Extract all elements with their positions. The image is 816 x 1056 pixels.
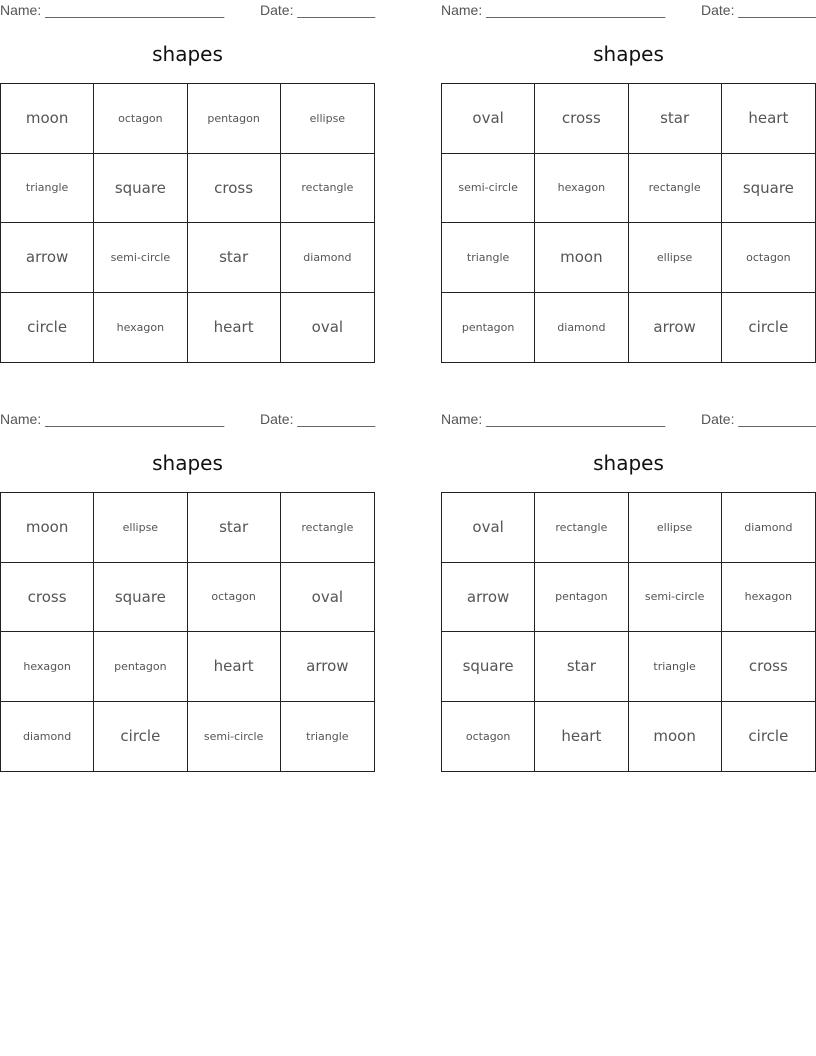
bingo-cell: triangle [442,223,535,293]
bingo-cell: hexagon [535,154,628,224]
bingo-cell: cross [535,84,628,154]
bingo-cell: pentagon [188,84,281,154]
bingo-cell: moon [1,84,94,154]
bingo-cell: triangle [306,729,349,743]
bingo-cell: star [188,223,281,293]
bingo-cell: oval [442,493,535,563]
bingo-cell: arrow [442,563,535,633]
bingo-card-2 [441,0,816,337]
bingo-cell: square [442,632,535,702]
bingo-grid [0,83,375,363]
bingo-cell: circle [748,727,789,746]
bingo-cell: octagon [188,563,281,633]
bingo-cell: triangle [629,632,722,702]
bingo-grid [0,492,375,772]
bingo-cell: ellipse [94,493,187,563]
bingo-cell: moon [535,223,628,293]
bingo-cell: heart [188,293,281,363]
bingo-cell: semi-circle [442,154,535,224]
bingo-cell: star [629,84,722,154]
bingo-cell: arrow [281,632,374,702]
bingo-cell: diamond [281,223,374,293]
bingo-card-1 [0,0,376,337]
bingo-cell: oval [311,318,344,337]
bingo-cell: oval [442,84,535,154]
bingo-cell: ellipse [629,223,722,293]
bingo-grid [441,83,816,363]
bingo-cell: circle [1,293,94,363]
card-header [441,0,816,22]
bingo-card-3 [0,409,376,746]
date-field-label: Date: __________ [260,2,376,18]
name-field-label: Name: _______________________ [0,411,225,427]
bingo-cell: square [94,563,187,633]
bingo-cell: hexagon [722,563,815,633]
bingo-cell: pentagon [442,293,535,363]
bingo-cell: circle [94,702,187,772]
bingo-cell: rectangle [535,493,628,563]
card-title: shapes [152,42,223,66]
card-title: shapes [593,451,664,475]
bingo-cell: pentagon [535,563,628,633]
bingo-cell: star [188,493,281,563]
bingo-cell: semi-circle [629,563,722,633]
bingo-cell: semi-circle [188,702,281,772]
bingo-cell: triangle [1,154,94,224]
card-title: shapes [152,451,223,475]
bingo-cell: semi-circle [94,223,187,293]
bingo-cell: rectangle [281,493,374,563]
bingo-cell: hexagon [94,293,187,363]
bingo-cell: cross [188,154,281,224]
bingo-cell: rectangle [629,154,722,224]
date-field-label: Date: __________ [260,411,376,427]
card-header [0,0,376,22]
bingo-cell: diamond [1,702,94,772]
bingo-cell: square [94,154,187,224]
bingo-cell: ellipse [629,493,722,563]
bingo-cell: hexagon [1,632,94,702]
bingo-cell: star [535,632,628,702]
bingo-cell: diamond [535,293,628,363]
bingo-cell: moon [1,493,94,563]
date-field-label: Date: __________ [701,411,816,427]
bingo-cell: heart [535,702,628,772]
bingo-card-4 [441,409,816,746]
card-header [0,409,376,431]
bingo-cell: heart [188,632,281,702]
bingo-cell: cross [722,632,815,702]
bingo-cell: circle [748,318,789,337]
bingo-cell: arrow [1,223,94,293]
bingo-cell: square [722,154,815,224]
bingo-cell: ellipse [281,84,374,154]
name-field-label: Name: _______________________ [441,2,666,18]
bingo-cell: cross [1,563,94,633]
bingo-cell: oval [281,563,374,633]
date-field-label: Date: __________ [701,2,816,18]
bingo-cell: arrow [629,293,722,363]
bingo-cell: heart [722,84,815,154]
card-title: shapes [593,42,664,66]
name-field-label: Name: _______________________ [441,411,666,427]
bingo-cell: pentagon [94,632,187,702]
bingo-cell: octagon [94,84,187,154]
bingo-cell: octagon [442,702,535,772]
bingo-cell: octagon [722,223,815,293]
name-field-label: Name: _______________________ [0,2,225,18]
bingo-cell: rectangle [281,154,374,224]
bingo-cell: moon [629,702,722,772]
bingo-grid [441,492,816,772]
bingo-cell: diamond [722,493,815,563]
card-header [441,409,816,431]
